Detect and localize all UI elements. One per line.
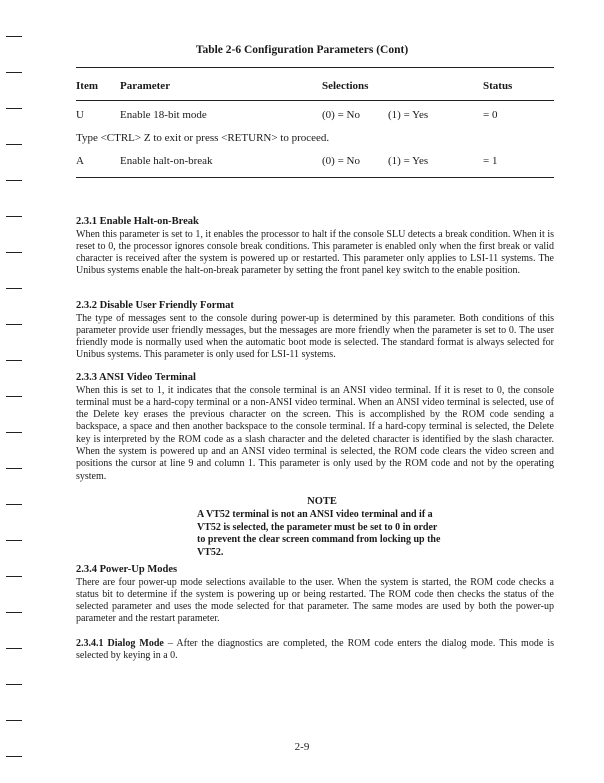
margin-tick bbox=[6, 468, 22, 469]
section-heading: 2.3.3 ANSI Video Terminal bbox=[76, 372, 196, 383]
table-instruction: Type <CTRL> Z to exit or press <RETURN> to proceed. bbox=[76, 132, 330, 144]
note-text: A VT52 terminal is not an ANSI video terminal and if a VT52 is selected, the parameter must be set to 0 in order to prevent the clear screen command from locking up the VT52. bbox=[197, 509, 441, 558]
table-row bbox=[76, 155, 554, 169]
section-body: There are four power-up mode selections available to the user. When the system is started, the ROM code checks a status bit to determine if the system is powering up or being restarted. The ROM code then checks the status of the selected parameter and uses the mode selected for that parameter. The same modes are used by both the power-up parameter and the restart parameter. bbox=[76, 576, 554, 625]
page-number: 2-9 bbox=[294, 741, 310, 753]
section-body: The type of messages sent to the console during power-up is determined by this parameter. Both conditions of this parameter provide user friendly messages, but the messages are more friendly when the parameter is set to 0. The user friendly mode is normally used when the automatic boot mode is selected. The standard format is always selected for Unibus systems. This parameter is only used for LSI-11 systems. bbox=[76, 312, 554, 361]
table-header-row bbox=[76, 80, 554, 94]
table-header-rule bbox=[76, 100, 554, 101]
table-top-rule bbox=[76, 67, 554, 68]
margin-tick bbox=[6, 756, 22, 757]
section-heading: 2.3.2 Disable User Friendly Format bbox=[76, 300, 234, 311]
margin-tick bbox=[6, 540, 22, 541]
header-status: Status bbox=[483, 80, 513, 92]
row-selection-0: (0) = No bbox=[322, 109, 360, 121]
section-2-3-2 bbox=[76, 300, 554, 362]
margin-tick bbox=[6, 216, 22, 217]
margin-tick bbox=[6, 72, 22, 73]
margin-tick bbox=[6, 684, 22, 685]
section-2-3-1 bbox=[76, 216, 554, 278]
header-selections: Selections bbox=[322, 80, 369, 92]
section-heading: 2.3.1 Enable Halt-on-Break bbox=[76, 216, 199, 227]
row-parameter: Enable 18-bit mode bbox=[120, 109, 207, 121]
margin-tick bbox=[6, 288, 22, 289]
section-2-3-3 bbox=[76, 372, 554, 483]
section-body: When this parameter is set to 1, it enables the processor to halt if the console SLU detects a break condition. When it is reset to 0, the processor ignores console break conditions. This parameter is enabled only when the first break or valid character is received after the system is powered up or restarted. This parameter only applies to LSI-11 systems. The Unibus systems enable the halt-on-break parameter by setting the front panel key switch to the enable position. bbox=[76, 228, 554, 277]
subsection-heading: 2.3.4.1 Dialog Mode bbox=[76, 638, 164, 649]
margin-tick bbox=[6, 252, 22, 253]
header-parameter: Parameter bbox=[120, 80, 171, 92]
subsection-body: – After the diagnostics are completed, the ROM code enters the dialog mode. This mode is selected by keying in a 0. bbox=[76, 638, 554, 662]
subsection-paragraph bbox=[76, 638, 554, 663]
row-item: A bbox=[76, 155, 84, 167]
note-title: NOTE bbox=[307, 496, 337, 507]
margin-tick bbox=[6, 576, 22, 577]
margin-tick bbox=[6, 108, 22, 109]
row-status: = 0 bbox=[483, 109, 498, 121]
margin-tick bbox=[6, 504, 22, 505]
section-2-3-4-1 bbox=[76, 638, 554, 663]
margin-tick bbox=[6, 612, 22, 613]
margin-tick bbox=[6, 36, 22, 37]
section-body: When this is set to 1, it indicates that the console terminal is an ANSI video terminal. If it is reset to 0, the console terminal must be a hard-copy terminal or a non-ANSI video terminal. When an ANSI video terminal is selected, use of the Delete key erases the previous character on the screen. This is accomplished by the ROM code sending a backspace, a space and then another backspace to the console terminal. If a hard-copy terminal is selected, the Delete key is interpreted by the ROM code as a slash character and the deleted character is identified by the slash character. When the system is powered up and an ANSI video terminal is selected, the ROM code clears the video screen and positions the cursor at line 9 and column 1. This parameter is only used by the ROM code and not by the operating system. bbox=[76, 384, 554, 482]
table-row bbox=[76, 109, 554, 123]
section-heading: 2.3.4 Power-Up Modes bbox=[76, 564, 178, 575]
header-item: Item bbox=[76, 80, 98, 92]
margin-tick bbox=[6, 720, 22, 721]
row-item: U bbox=[76, 109, 84, 121]
section-2-3-4 bbox=[76, 564, 554, 626]
margin-tick bbox=[6, 360, 22, 361]
row-selection-1: (1) = Yes bbox=[388, 109, 429, 121]
margin-tick bbox=[6, 144, 22, 145]
margin-tick bbox=[6, 432, 22, 433]
row-selection-1: (1) = Yes bbox=[388, 155, 429, 167]
margin-tick bbox=[6, 648, 22, 649]
table-caption: Table 2-6 Configuration Parameters (Cont) bbox=[195, 44, 409, 56]
row-parameter: Enable halt-on-break bbox=[120, 155, 213, 167]
margin-tick bbox=[6, 324, 22, 325]
table-bottom-rule bbox=[76, 177, 554, 178]
note-box bbox=[197, 496, 447, 559]
margin-tick bbox=[6, 396, 22, 397]
margin-tick bbox=[6, 180, 22, 181]
row-status: = 1 bbox=[483, 155, 498, 167]
row-selection-0: (0) = No bbox=[322, 155, 360, 167]
